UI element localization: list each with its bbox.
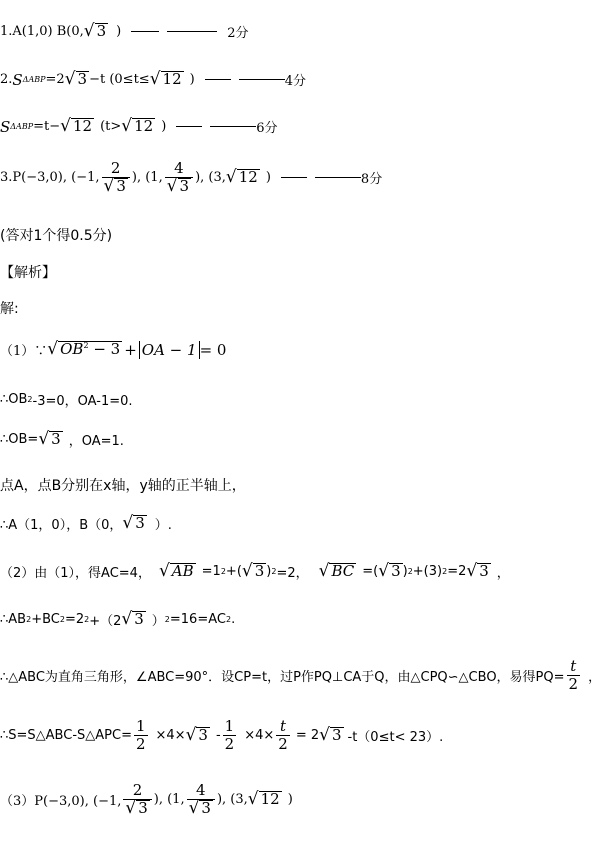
blank-line [167, 31, 217, 32]
text: = 0 [199, 340, 227, 359]
step-2: ∴OB 2 -3=0，OA-1=0. [0, 392, 133, 409]
scoring-note: (答对1个得0.5分) [0, 228, 113, 244]
text: ) [189, 72, 195, 87]
answer-line-4 [0, 160, 382, 195]
sqrt: √ $OB^2 - 3$ [47, 339, 121, 359]
subscript: ΔABP [10, 122, 34, 131]
text: (t> [100, 119, 122, 134]
text: ), (1, [131, 169, 163, 185]
score: 8分 [360, 171, 383, 187]
step-9: ∴S=S△ABC-S△APC= $\frac{1}{2}$ ×4× √ 3 - $\frac{1}{2}$ ×4× $\frac{t}{2}$ = 2 √ 3 -t（0≤t< 23）. [0, 717, 444, 753]
text: ), (3, [195, 169, 226, 185]
blank-line [176, 126, 202, 127]
score: 2分 [227, 26, 249, 41]
text: =2 [45, 72, 65, 87]
text: ) [265, 169, 271, 185]
blank-line [315, 177, 361, 178]
step-7: ∴AB 2 +BC 2 =2 2 +（2 √ 3 ） 2 =16=AC 2 . [0, 609, 236, 629]
blank-line [210, 126, 256, 127]
step-8: ∴△ABC为直角三角形，∠ABC=90°．设CP=t，过P作PQ⊥CA于Q，由△CPQ∽△CBO，易得PQ= $\frac{t}{2}$ ， [0, 657, 602, 693]
text: =t− [33, 119, 61, 134]
score: 4分 [284, 74, 306, 89]
answer-line-2 [0, 70, 306, 89]
text: −t (0≤t≤ [89, 72, 150, 87]
sqrt: √ 12 [149, 69, 182, 89]
score: 6分 [256, 121, 278, 136]
blank-line [281, 177, 307, 178]
sqrt: √ 3 [64, 69, 88, 89]
text: 3.P(−3,0), (−1, [0, 169, 100, 185]
fraction: $\frac{t}{2}$ [568, 657, 579, 693]
step-6: （2）由（1），得AC=4， √ AB =1 2 +( √ 3 ) 2 =2， √ BC =( √ 3 ) 2 +(3) 2 =2 √ 3 ， [0, 561, 510, 581]
area-symbol: S [12, 70, 23, 89]
text: （1）∵ [0, 344, 48, 359]
step-5: ∴A（1，0），B（0， √ 3 ）. [0, 513, 172, 533]
answer-line-1 [0, 22, 249, 41]
blank-line [239, 79, 285, 80]
area-symbol: S [0, 117, 11, 136]
fraction: 2 √ 3 [102, 160, 130, 195]
sqrt: √ 12 [60, 116, 93, 136]
fraction: 4 √ 3 [165, 160, 193, 195]
blank-line [131, 31, 159, 32]
text: + [124, 340, 137, 359]
subscript: ΔABP [22, 75, 46, 84]
text: ) [161, 119, 167, 134]
step-10: （3）P(−3,0), (−1, 2 √ 3 ), (1, 4 √ 3 ), (3, √ 12 ) [0, 781, 293, 818]
analysis-heading: 【解析】 [0, 265, 56, 281]
text: 1.A(1,0) B(0, [0, 24, 84, 39]
step-1 [0, 340, 226, 359]
sqrt: √ 12 [121, 116, 154, 136]
step-4: 点A，点B分别在x轴，y轴的正半轴上， [0, 478, 246, 494]
blank-line [205, 79, 231, 80]
text: 2. [0, 72, 13, 87]
sqrt: √ 3 [83, 21, 107, 41]
text: ) [116, 24, 122, 39]
sqrt: √ 12 [225, 166, 258, 187]
absolute-value: OA − 1 [139, 341, 200, 359]
step-3: ∴OB= √ 3 ，OA=1. [0, 429, 124, 449]
solution-label: 解: [0, 301, 19, 317]
answer-line-3 [0, 117, 278, 136]
